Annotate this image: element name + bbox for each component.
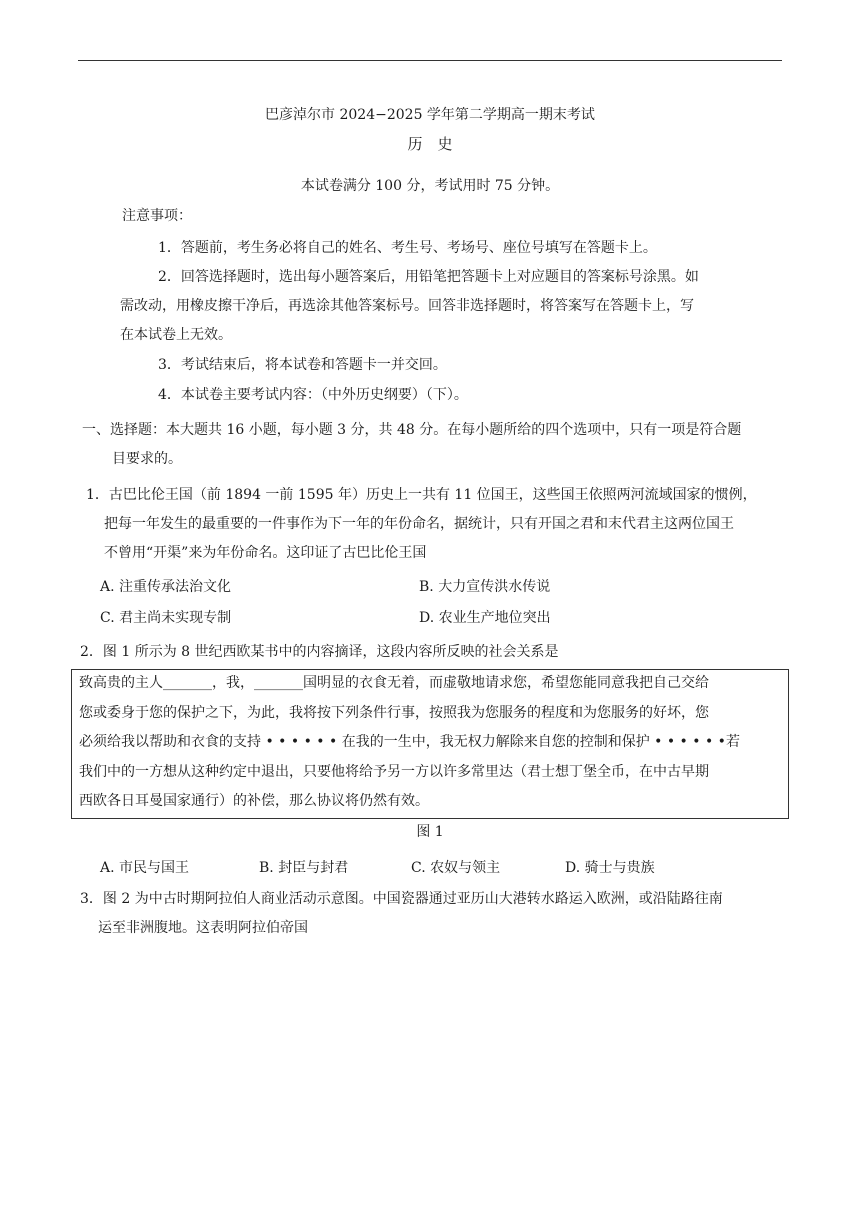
question-1-stem-end: 不曾用“开渠”来为年份命名。这印证了古巴比伦王国 (104, 545, 427, 561)
q2-option-c: C. 农奴与领主 (411, 860, 501, 876)
notes-heading: 注意事项： (122, 208, 192, 224)
q1-option-c: C. 君主尚未实现专制 (100, 610, 232, 626)
exam-info: 本试卷满分 100 分，考试用时 75 分钟。 (300, 178, 560, 194)
q1-option-a: A. 注重传承法治文化 (100, 579, 232, 595)
note-item-1: 1．答题前，考生务必将自己的姓名、考生号、考场号、座位号填写在答题卡上。 (158, 240, 657, 256)
subject-title: 历 史 (407, 135, 453, 153)
figure-1-line-4: 我们中的一方想从这种约定中退出，只要他将给予另一方以许多常里达（君士想丁堡全币，在中古早期 (79, 764, 709, 780)
header-rule (78, 60, 782, 61)
figure-1-line-3: 必须给我以帮助和衣食的支持 • • • • • • 在我的一生中，我无权力解除来自您的控制和保护 • • • • • •若 (79, 734, 740, 750)
q1-option-d: D. 农业生产地位突出 (419, 610, 551, 626)
q2-option-d: D. 骑士与贵族 (565, 860, 655, 876)
question-1-stem: 1．古巴比伦王国（前 1894 一前 1595 年）历史上一共有 11 位国王，这些国王依照两河流域国家的惯例， (86, 487, 757, 503)
question-3-stem-cont: 运至非洲腹地。这表明阿拉伯帝国 (98, 920, 308, 936)
figure-1-caption: 图 1 (416, 824, 444, 840)
question-2-stem: 2．图 1 所示为 8 世纪西欧某书中的内容摘译，这段内容所反映的社会关系是 (80, 644, 559, 660)
question-1-stem-cont: 把每一年发生的最重要的一件事作为下一年的年份命名，据统计，只有开国之君和末代君主这两位国王 (104, 516, 734, 532)
q2-option-b: B. 封臣与封君 (259, 860, 349, 876)
figure-1-line-2: 您或委身于您的保护之下，为此，我将按下列条件行事，按照我为您服务的程度和为您服务的好坏，您 (79, 705, 709, 721)
q1-option-b: B. 大力宣传洪水传说 (419, 579, 551, 595)
exam-title: 巴彦淖尔市 2024−2025 学年第二学期高一期末考试 (265, 107, 595, 123)
note-item-4: 4．本试卷主要考试内容：（中外历史纲要）（下）。 (158, 387, 468, 403)
figure-1-line-1: 致高贵的主人_______，我，_______国明显的衣食无着，而虚敬地请求您，希望您能同意我把自己交给 (79, 675, 709, 691)
note-item-2-end: 在本试卷上无效。 (120, 327, 232, 343)
section-heading-cont: 目要求的。 (112, 451, 182, 467)
section-heading: 一、选择题：本大题共 16 小题，每小题 3 分，共 48 分。在每小题所给的四个选项中，只有一项是符合题 (82, 422, 742, 438)
figure-1-line-5: 西欧各日耳曼国家通行）的补偿，那么协议将仍然有效。 (79, 793, 429, 809)
note-item-3: 3．考试结束后，将本试卷和答题卡一并交回。 (158, 357, 447, 373)
note-item-2-cont: 需改动，用橡皮擦干净后，再选涂其他答案标号。回答非选择题时，将答案写在答题卡上，写 (120, 298, 694, 314)
q2-option-a: A. 市民与国王 (100, 860, 190, 876)
note-item-2: 2．回答选择题时，选出每小题答案后，用铅笔把答题卡上对应题目的答案标号涂黑。如 (158, 269, 699, 285)
question-3-stem: 3．图 2 为中古时期阿拉伯人商业活动示意图。中国瓷器通过亚历山大港转水路运入欧洲，或沿陆路往南 (80, 891, 723, 907)
